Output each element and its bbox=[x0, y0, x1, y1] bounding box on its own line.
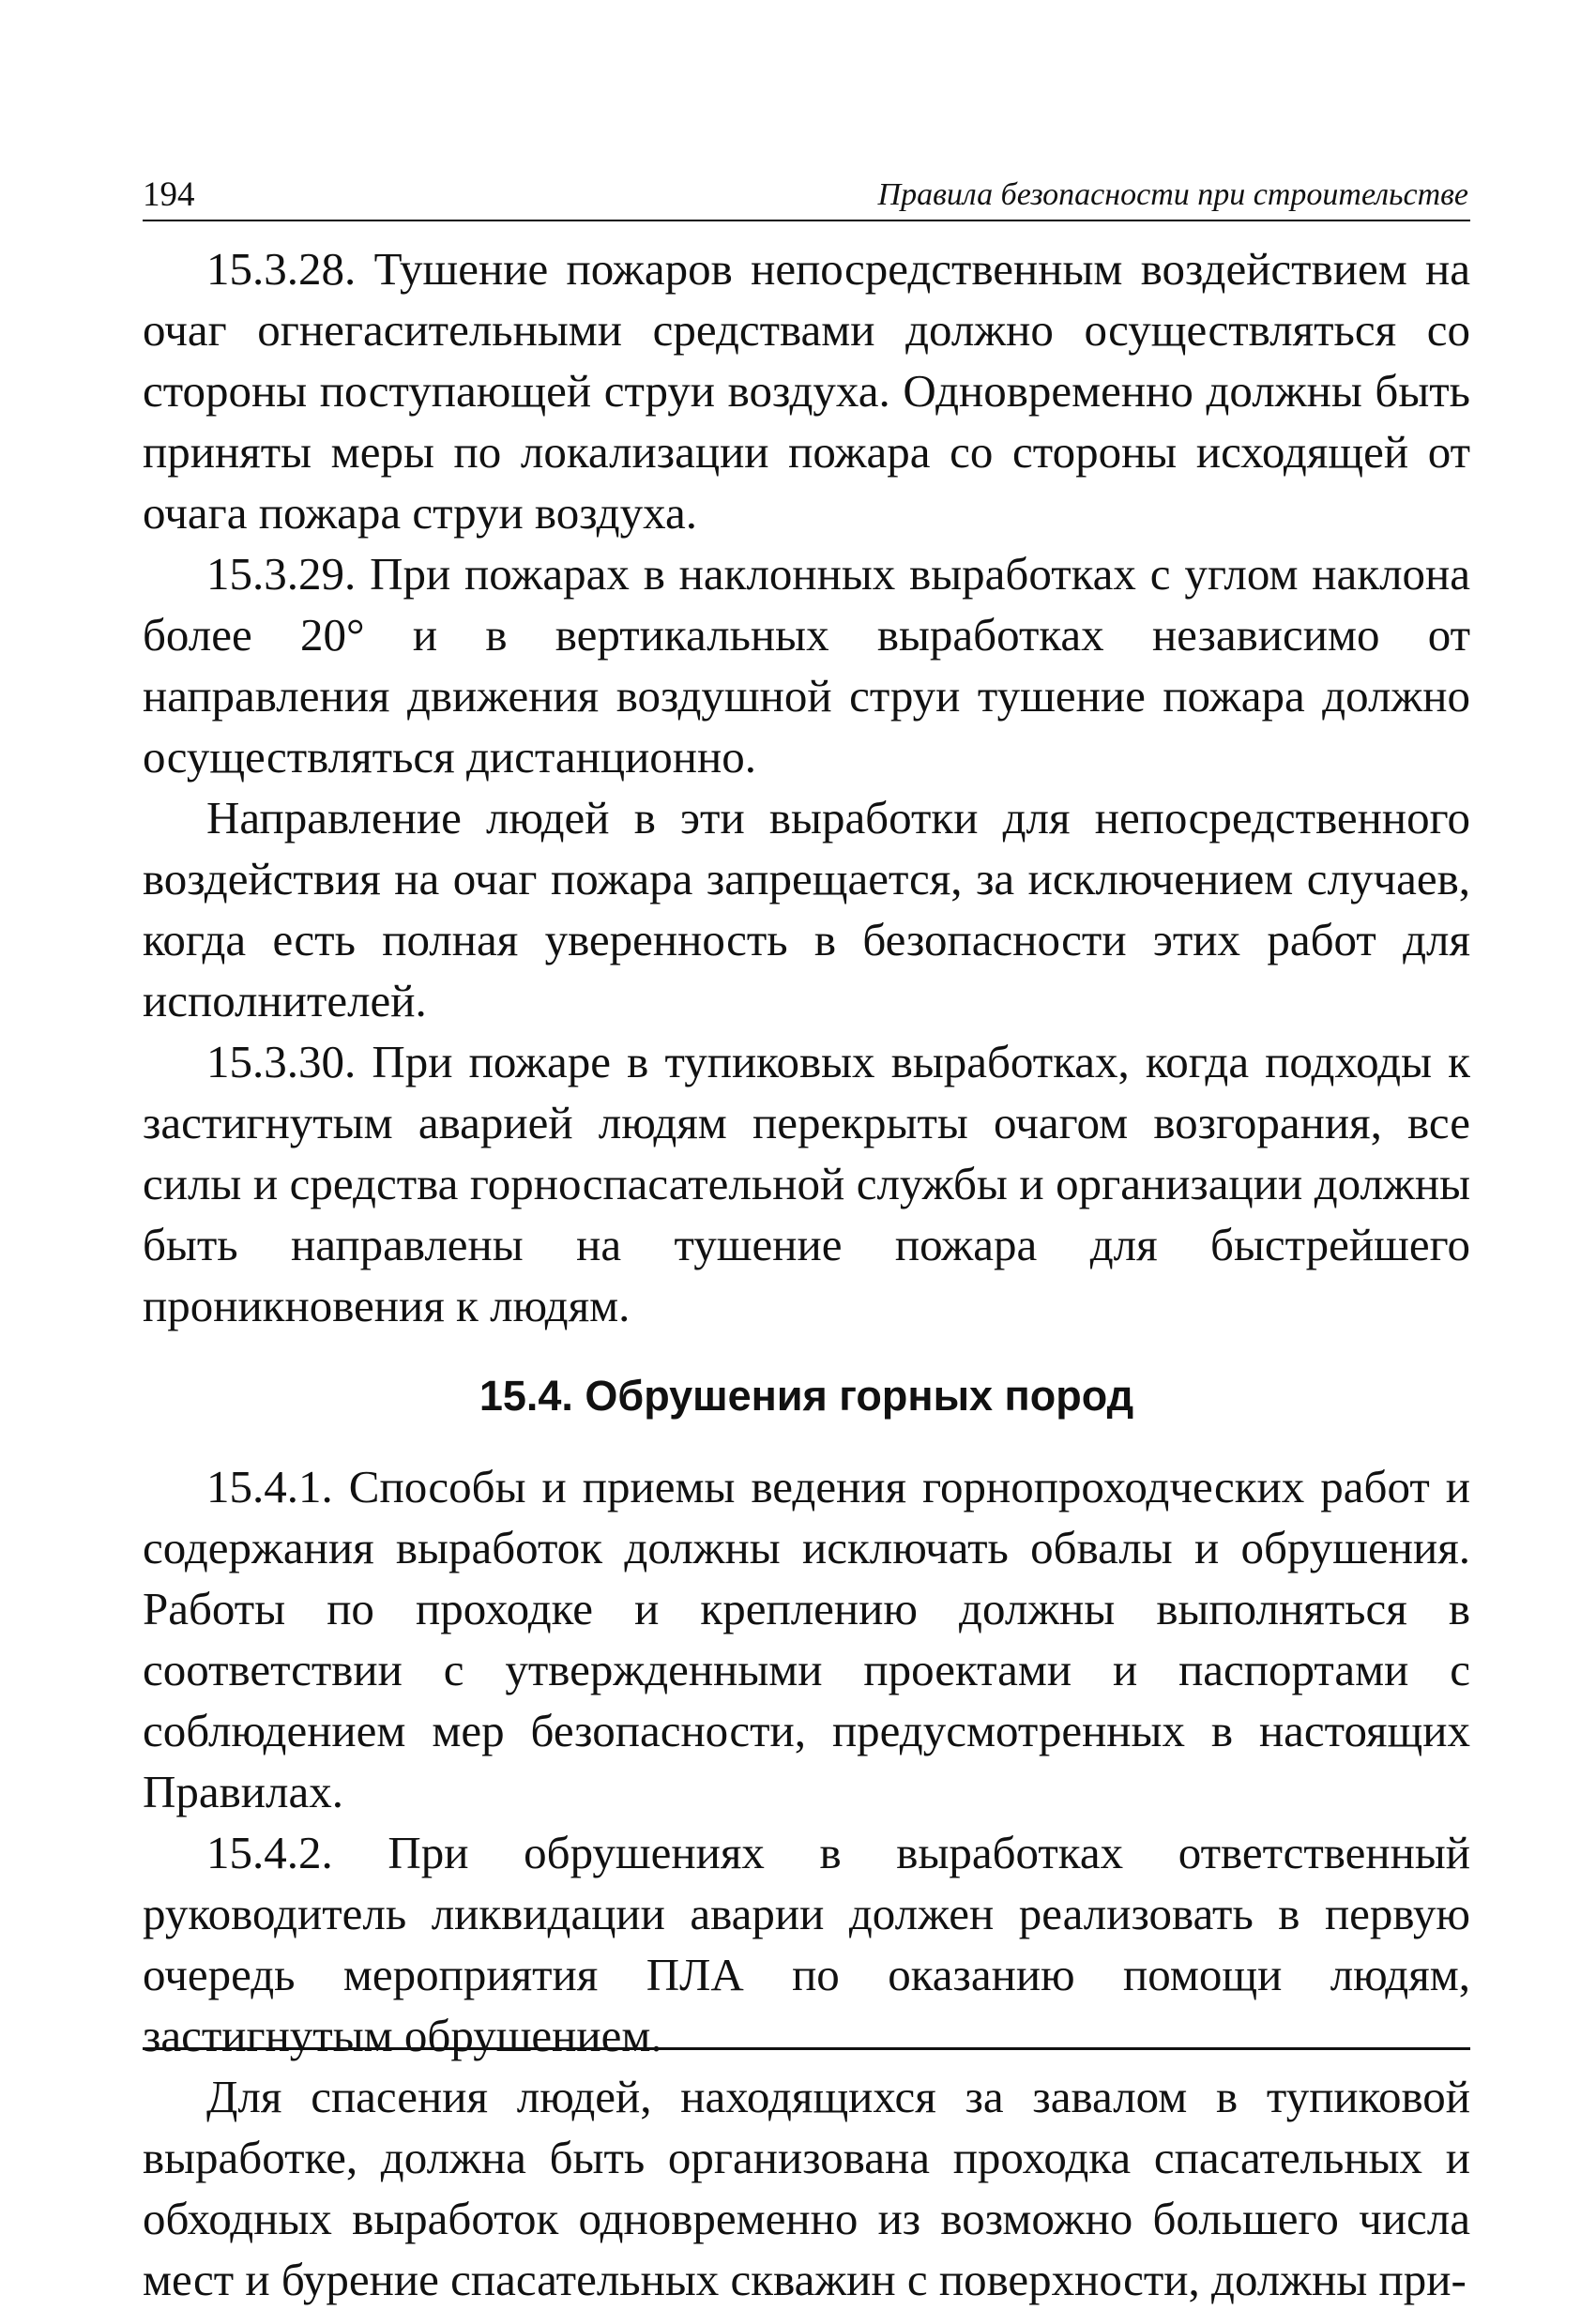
paragraph-15-3-29: 15.3.29. При пожарах в наклонных выработках с углом наклона более 20° и в вертикальных выработках независимо от направления движения воздушной струи тушение пожара должно осуществляться дистанционно. bbox=[143, 548, 1470, 783]
paragraph-15-4-1: 15.4.1. Способы и приемы ведения горнопроходческих работ и содержания выработок должны исключать обвалы и обрушения. Работы по проходке и креплению должны выполняться в соответствии с утвержденными проектами и паспортами с соблюдением мер безопасности, предусмотренных в настоящих Правилах. bbox=[143, 1461, 1470, 1817]
running-title: Правила безопасности при строительстве bbox=[877, 177, 1468, 212]
paragraph-rescue: Для спасения людей, находящихся за завалом в тупиковой выработке, должна быть организована проходка спасательных и обходных выработок одновременно из возможно большего числа мест и бурение спасательных скважин с поверхности, должны при- bbox=[143, 2071, 1470, 2305]
bottom-divider bbox=[143, 2047, 1470, 2050]
paragraph-15-3-28: 15.3.28. Тушение пожаров непосредственным воздействием на очаг огнегасительными средствами должно осуществляться со стороны поступающей струи воздуха. Одновременно должны быть приняты меры по локализации пожара со стороны исходящей от очага пожара струи воздуха. bbox=[143, 243, 1470, 539]
paragraph-people-direction: Направление людей в эти выработки для непосредственного воздействия на очаг пожара запрещается, за исключением случаев, когда есть полная уверенность в безопасности этих работ для исполнителей. bbox=[143, 792, 1470, 1026]
running-header bbox=[143, 167, 1470, 221]
page-number: 194 bbox=[143, 175, 195, 214]
main-text bbox=[143, 238, 1470, 2310]
section-heading: 15.4. Обрушения горных пород bbox=[479, 1372, 1134, 1420]
paragraph-15-4-2: 15.4.2. При обрушениях в выработках ответственный руководитель ликвидации аварии должен реализовать в первую очередь мероприятия ПЛА по оказанию помощи людям, застигнутым обрушением. bbox=[143, 1827, 1470, 2061]
paragraph-15-3-30: 15.3.30. При пожаре в тупиковых выработках, когда подходы к застигнутым аварией людям перекрыты очагом возгорания, все силы и средства горноспасательной службы и организации должны быть направлены на тушение пожара для быстрейшего проникновения к людям. bbox=[143, 1036, 1470, 1331]
